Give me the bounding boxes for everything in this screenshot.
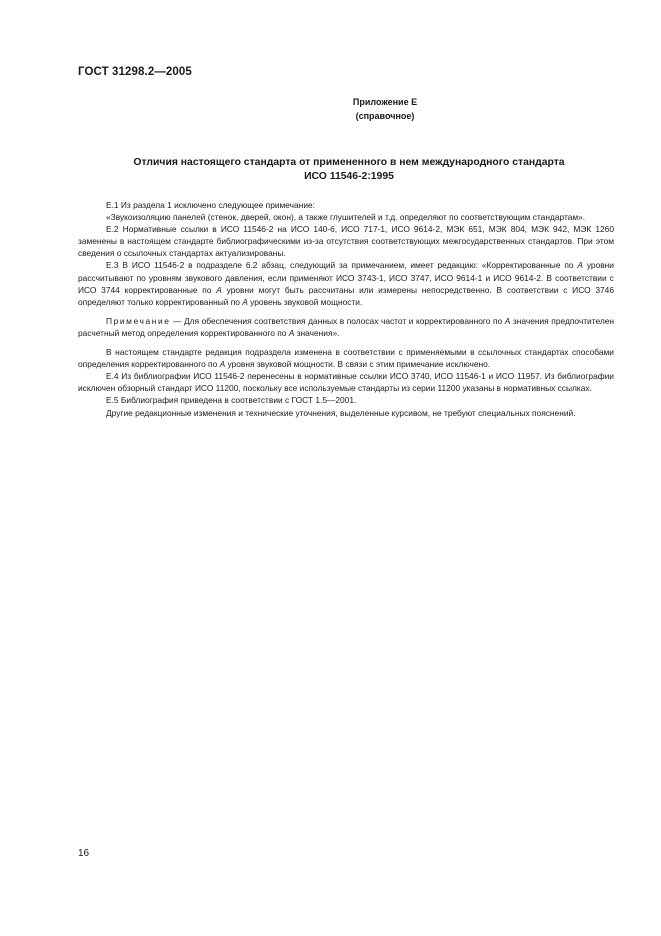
paragraph-other: Другие редакционные изменения и технические уточнения, выделенные курсивом, не требуют специальных пояснений. xyxy=(106,407,576,418)
paragraph-note xyxy=(78,315,614,339)
paragraph-e4: Е.4 Из библиографии ИСО 11546-2 перенесены в нормативные ссылки ИСО 3740, ИСО 11546-1 и ИСО 11957. Из библиографии исключен обзорный стандарт ИСО 11200, поскольку все используемые стандарты из серии 11200 указаны в нормативных ссылках. xyxy=(78,371,614,394)
e3-italic-a-2: А xyxy=(216,284,222,295)
paragraph-e2: Е.2 Нормативные ссылки в ИСО 11546-2 на ИСО 140-6, ИСО 717-1, ИСО 9614-2, МЭК 651, МЭК 804, МЭК 942, МЭК 1260 заменены в настоящем стандарте библиографическими из-за отсутствия соответствующих межгосударственных стандартов. При этом сведения о ссылочных стандартах актуализированы. xyxy=(78,224,614,259)
e3-italic-a-3: А xyxy=(242,296,248,307)
annex-title-line-2: ИСО 11546-2:1995 xyxy=(304,171,394,182)
annex-title xyxy=(96,156,602,184)
e3-text-3: уровни могут быть рассчитаны или измерены непосредственно. В соответствии с ИСО 3746 определяют только корректированный по xyxy=(78,284,614,307)
paragraph-changed xyxy=(78,346,614,370)
note-text-2: значения предпочтителен расчетный метод определения корректированного по xyxy=(78,315,615,338)
note-label: Примечание xyxy=(106,315,171,326)
page-number: 16 xyxy=(78,848,90,859)
annex-label: Приложение Е xyxy=(352,97,418,107)
paragraph-e5: Е.5 Библиография приведена в соответствии с ГОСТ 1.5—2001. xyxy=(106,395,357,406)
note-italic-a-2: А xyxy=(288,327,295,338)
e3-text-4: уровень звуковой мощности. xyxy=(247,296,363,307)
paragraph-e3 xyxy=(78,259,614,307)
e3-italic-a-1: А xyxy=(577,260,583,271)
note-text-1: — Для обеспечения соответствия данных в полосах частот и корректированного по xyxy=(170,315,505,326)
annex-body xyxy=(78,199,614,419)
paragraph-e1: Е.1 Из раздела 1 исключено следующее примечание: xyxy=(106,200,315,210)
changed-text-1: В настоящем стандарте редакция подраздела изменена в соответствии с применяемыми в ссылочных стандартах способами определения корректированного по xyxy=(78,347,614,370)
paragraph-e1-quote: «Звукоизоляцию панелей (стенок, дверей, окон), а также глушителей и т.д. определяют по соответствующим стандартам». xyxy=(106,212,586,223)
annex-heading xyxy=(240,95,530,123)
standard-code: ГОСТ 31298.2—2005 xyxy=(78,66,192,78)
note-italic-a-1: А xyxy=(504,315,511,326)
note-text-3: значения». xyxy=(294,327,340,338)
annex-title-line-1: Отличия настоящего стандарта от примененного в нем международного стандарта xyxy=(133,157,565,168)
e3-text-1: Е.3 В ИСО 11546-2 в подразделе 6.2 абзац, следующий за примечанием, имеет редакцию: «Корректированные по xyxy=(106,260,578,271)
changed-italic-a: А xyxy=(219,359,226,370)
annex-note: (справочное) xyxy=(355,111,415,121)
e3-text-2: уровни рассчитывают по уровням звукового давления, если применяют ИСО 3743-1, ИСО 3747, ИСО 9614-1 и ИСО 9614-2. В соответствии с ИСО 3744 корректированные по xyxy=(78,260,614,295)
changed-text-2: уровня звуковой мощности. В связи с этим примечание исключено. xyxy=(225,359,491,370)
